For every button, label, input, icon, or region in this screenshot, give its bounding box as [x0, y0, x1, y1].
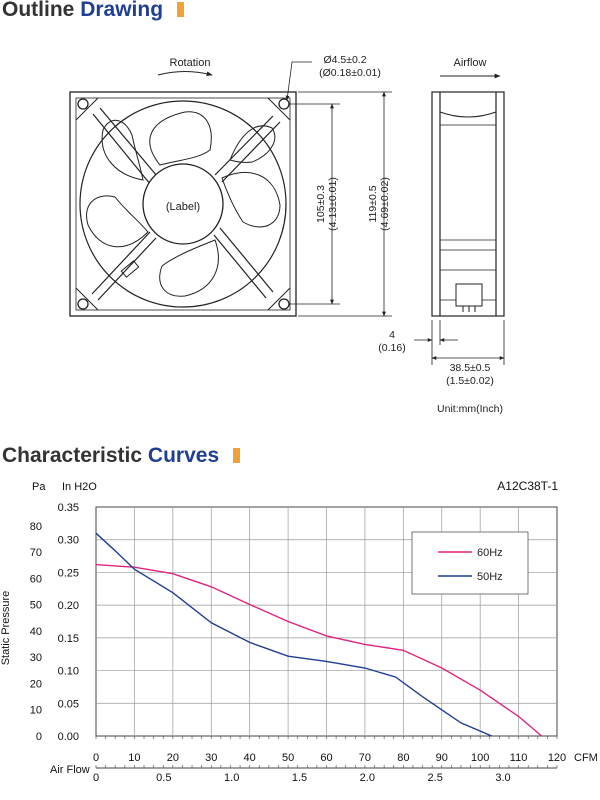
- y-tick-pa: 30: [29, 652, 42, 665]
- mount-hole-tr: [279, 99, 289, 109]
- frame-size-in: (4.69±0.02): [379, 177, 391, 231]
- x-tick-m3min: 2.0: [359, 772, 375, 784]
- x-unit-cfm: CFM: [574, 752, 598, 764]
- x-tick-cfm: 50: [281, 752, 295, 764]
- y-tick-pa: 70: [29, 547, 42, 560]
- x-tick-cfm: 110: [509, 752, 528, 764]
- title-marker-icon: [233, 448, 240, 463]
- hub-label: (Label): [165, 201, 201, 213]
- x-tick-m3min: 0: [92, 772, 100, 784]
- mount-hole-tl: [78, 99, 88, 109]
- x-tick-m3min: 3.0: [495, 772, 511, 784]
- y-unit-left: Pa: [32, 481, 46, 493]
- legend-label-50hz: 50Hz: [477, 571, 503, 583]
- airflow-label: Airflow: [453, 57, 487, 69]
- x-tick-cfm: 20: [166, 752, 179, 764]
- hole-spacing-in: (4.13±0.01): [327, 177, 339, 231]
- fan-side-view: [432, 92, 504, 316]
- flange-in: (0.16): [378, 342, 406, 354]
- characteristic-curves-title: [2, 444, 240, 468]
- y-tick-pa: 20: [29, 678, 42, 691]
- x-tick-m3min: 1.5: [291, 772, 308, 784]
- legend-label-60hz: 60Hz: [477, 547, 503, 559]
- x-tick-cfm: 40: [243, 752, 256, 764]
- y-tick-inh2o: 0.30: [57, 534, 79, 547]
- y-unit-right: In H2O: [62, 481, 97, 493]
- x-tick-cfm: 10: [128, 752, 141, 764]
- y-tick-pa: 40: [29, 625, 42, 638]
- y-tick-inh2o: 0.05: [57, 698, 79, 711]
- y-tick-inh2o: 0.00: [57, 731, 79, 743]
- x-tick-cfm: 60: [320, 752, 333, 764]
- x-tick-m3min: 0.5: [156, 772, 172, 784]
- pq-chart: [0, 478, 600, 798]
- hole-diameter-in: (Ø0.18±0.01): [319, 67, 381, 79]
- y-tick-pa: 50: [29, 599, 42, 612]
- rotation-arrow-icon: [158, 72, 212, 76]
- hole-spacing-mm: 105±0.3: [315, 185, 327, 223]
- x-tick-cfm: 0: [92, 752, 100, 764]
- depth-mm: 38.5±0.5: [449, 362, 491, 374]
- outline-title-word1: Outline: [2, 0, 75, 21]
- y-tick-inh2o: 0.25: [57, 567, 79, 580]
- fan-blade: [150, 112, 211, 165]
- x-tick-m3min: 1.0: [224, 772, 240, 784]
- y-tick-inh2o: 0.15: [57, 632, 79, 645]
- depth-in: (1.5±0.02): [446, 375, 494, 387]
- x-tick-cfm: 100: [470, 752, 490, 764]
- x-tick-cfm: 30: [205, 752, 218, 764]
- x-tick-cfm: 120: [547, 752, 567, 764]
- y-tick-pa: 10: [29, 704, 42, 717]
- mount-hole-br: [279, 299, 289, 309]
- x-tick-cfm: 90: [435, 752, 448, 764]
- unit-note: Unit:mm(Inch): [437, 403, 503, 415]
- x-tick-m3min: 2.5: [427, 772, 443, 784]
- fan-blade: [222, 172, 280, 227]
- chart-legend: [412, 532, 528, 594]
- x-axis-label: Air Flow: [50, 764, 90, 776]
- y-tick-inh2o: 0.35: [57, 502, 79, 514]
- fan-blade: [87, 196, 148, 247]
- curves-title-word2: Curves: [147, 444, 220, 467]
- flange-mm: 4: [389, 329, 395, 341]
- chart-title: A12C38T-1: [497, 479, 558, 493]
- y-axis-label: Static Pressure: [0, 590, 12, 666]
- y-tick-pa: 60: [29, 573, 42, 586]
- fan-blade: [230, 126, 275, 163]
- mount-hole-bl: [78, 299, 88, 309]
- y-tick-pa: 0: [35, 731, 42, 743]
- rotation-label: Rotation: [169, 57, 211, 69]
- hole-diameter-mm: Ø4.5±0.2: [323, 54, 367, 66]
- y-tick-pa: 80: [29, 520, 42, 533]
- curves-title-word1: Characteristic: [2, 444, 143, 467]
- outline-title-word2: Drawing: [80, 0, 164, 21]
- fan-blade: [160, 240, 219, 296]
- x-tick-cfm: 80: [397, 752, 410, 764]
- frame-size-mm: 119±0.5: [367, 185, 379, 223]
- y-tick-inh2o: 0.20: [57, 600, 79, 613]
- y-tick-inh2o: 0.10: [57, 665, 79, 678]
- x-tick-cfm: 70: [358, 752, 372, 764]
